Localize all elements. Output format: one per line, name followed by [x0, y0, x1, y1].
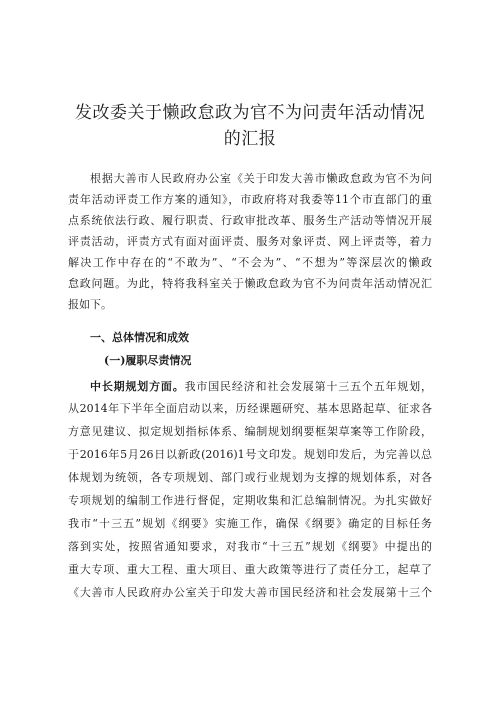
paragraph-2-line-8: 落到实处，按照省通知要求，对我市“十三五”规划《纲要》中提出的: [68, 540, 432, 553]
document-title-line-1: 发改委关于懒政怠政为官不为问责年活动情况: [75, 103, 425, 123]
subsection-heading-1: (一)履职尽责情况: [104, 354, 192, 367]
paragraph-1-line-5: 解决工作中存在的“不敢为”、“不会为”、“不想为”等深层次的懒政: [68, 256, 432, 269]
paragraph-2-line-10: 《大善市人民政府办公室关于印发大善市国民经济和社会发展第十三个: [68, 586, 432, 599]
paragraph-2-line-4: 于2016年5月26日以新政(2016)1号文印发。规划印发后，为完善以总: [68, 448, 432, 461]
paragraph-1-line-7: 报如下。: [68, 298, 112, 311]
paragraph-2-line-2: 从2014年下半年全面启动以来，历经课题研究、基本思路起草、征求各: [68, 402, 432, 415]
paragraph-2-lead: 中长期规划方面。: [90, 380, 185, 393]
paragraph-1-line-4: 评责活动，评责方式有面对面评责、服务对象评责、网上评责等，着力: [68, 235, 432, 248]
paragraph-2-line-5: 体规划为统领，各专项规划、部门或行业规划为支撑的规划体系，对各: [68, 471, 432, 484]
paragraph-1-line-2: 责年活动评责工作方案的通知》，市政府将对我委等11个市直部门的重: [68, 193, 432, 206]
paragraph-1-line-1: 根据大善市人民政府办公室《关于印发大善市懒政怠政为官不为问: [90, 172, 432, 185]
paragraph-2-line-9: 重大专项、重大工程、重大项目、重大政策等进行了责任分工，起草了: [68, 563, 432, 576]
paragraph-1-line-6: 怠政问题。为此，特将我科室关于懒政怠政为官不为问责年活动情况汇: [68, 277, 432, 290]
document-title-line-2: 的汇报: [223, 129, 277, 149]
paragraph-2-line-7: 我市“十三五”规划《纲要》实施工作，确保《纲要》确定的目标任务: [68, 517, 432, 530]
section-heading-1: 一、总体情况和成效: [90, 331, 189, 344]
paragraph-1-line-3: 点系统依法行政、履行职责、行政审批改革、服务生产活动等情况开展: [68, 214, 432, 227]
paragraph-2-first-line-text: 我市国民经济和社会发展第十三五个五年规划，: [184, 380, 433, 393]
paragraph-2-line-3: 方意见建议、拟定规划指标体系、编制规划纲要框架草案等工作阶段，: [68, 425, 432, 438]
paragraph-2-line-1: [90, 380, 432, 394]
paragraph-2-line-6: 专项规划的编制工作进行督促，定期收集和汇总编制情况。为扎实做好: [68, 494, 432, 507]
